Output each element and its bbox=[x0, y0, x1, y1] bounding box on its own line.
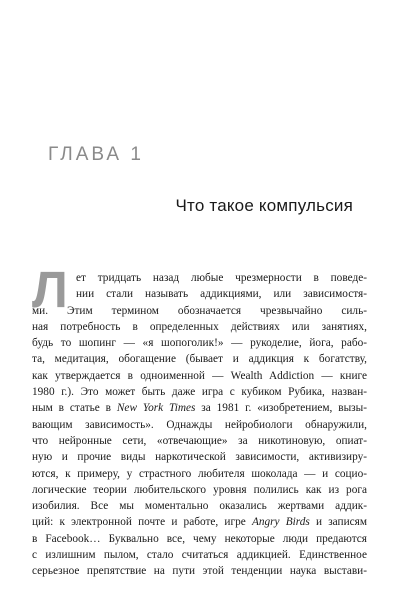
text-line bbox=[32, 351, 367, 367]
text-segment: ная потребность в определенных действиях или занятиях, bbox=[32, 320, 367, 333]
text-segment: ную и прочие виды наркотической зависимости, активизиру- bbox=[32, 451, 367, 464]
text-line bbox=[32, 466, 367, 482]
text-segment: та, медитация, обогащение (бывает и аддикция к богатству, bbox=[32, 353, 367, 366]
text-line bbox=[32, 384, 367, 400]
text-line bbox=[32, 319, 367, 335]
chapter-label: ГЛАВА 1 bbox=[48, 144, 144, 165]
text-line bbox=[32, 270, 367, 286]
text-segment: ми. Этим термином обозначается чрезвычайно силь- bbox=[32, 304, 367, 317]
text-line bbox=[32, 400, 367, 416]
text-line bbox=[32, 335, 367, 351]
text-segment: с излишним пылом, стало считаться аддикцией. Единственное bbox=[32, 549, 367, 562]
text-line bbox=[32, 286, 367, 302]
text-segment: в Facebook… Буквально все, чему некоторые люди предаются bbox=[32, 532, 367, 545]
chapter-title: Что такое компульсия bbox=[175, 196, 353, 215]
text-segment: будь то шопинг — «я шопоголик!» — рукоделие, йога, рабо- bbox=[32, 337, 367, 350]
body-paragraph bbox=[32, 270, 367, 580]
text-segment: серьезное препятствие на пути этой тенденции наука выстави- bbox=[32, 565, 367, 578]
text-segment: за 1981 г. «изобретением, вызы- bbox=[195, 402, 367, 415]
italic-title: New York Times bbox=[116, 402, 196, 415]
text-line bbox=[32, 547, 367, 563]
text-segment: ются, к примеру, у страстного любителя шоколада — и социо- bbox=[32, 467, 367, 480]
text-segment: ет тридцать назад любые чрезмерности в поведе- bbox=[76, 272, 367, 284]
text-segment: ным в статье в bbox=[32, 402, 117, 415]
text-line bbox=[32, 514, 367, 530]
text-segment: и записям bbox=[309, 516, 367, 529]
text-line bbox=[32, 417, 367, 433]
text-segment: логические теории любительского уровня полились как из рога bbox=[32, 483, 367, 496]
text-line bbox=[32, 563, 367, 579]
text-segment: изобилия. Все мы моментально оказались жертвами аддик- bbox=[32, 500, 367, 513]
text-line bbox=[32, 368, 367, 384]
text-line bbox=[32, 531, 367, 547]
text-segment: 1980 г.). Это может быть даже игра с кубиком Рубика, назван- bbox=[32, 386, 367, 399]
text-line bbox=[32, 303, 367, 319]
text-line bbox=[32, 482, 367, 498]
drop-cap-letter: Л bbox=[32, 261, 68, 318]
text-segment: вающим зависимость». Однажды нейробиологи обнаружили, bbox=[32, 418, 367, 431]
text-segment: что нейронные сети, «отвечающие» за никотиновую, опиат- bbox=[32, 434, 367, 447]
text-segment: ций: к электронной почте и работе, игре bbox=[32, 516, 252, 529]
text-line bbox=[32, 498, 367, 514]
text-segment: как утверждается в одноименной — Wealth Addiction — книге bbox=[32, 369, 367, 382]
text-line bbox=[32, 449, 367, 465]
text-segment: нии стали называть аддикциями, или зависимостя- bbox=[76, 288, 367, 301]
italic-title: Angry Birds bbox=[251, 516, 310, 529]
text-line bbox=[32, 433, 367, 449]
